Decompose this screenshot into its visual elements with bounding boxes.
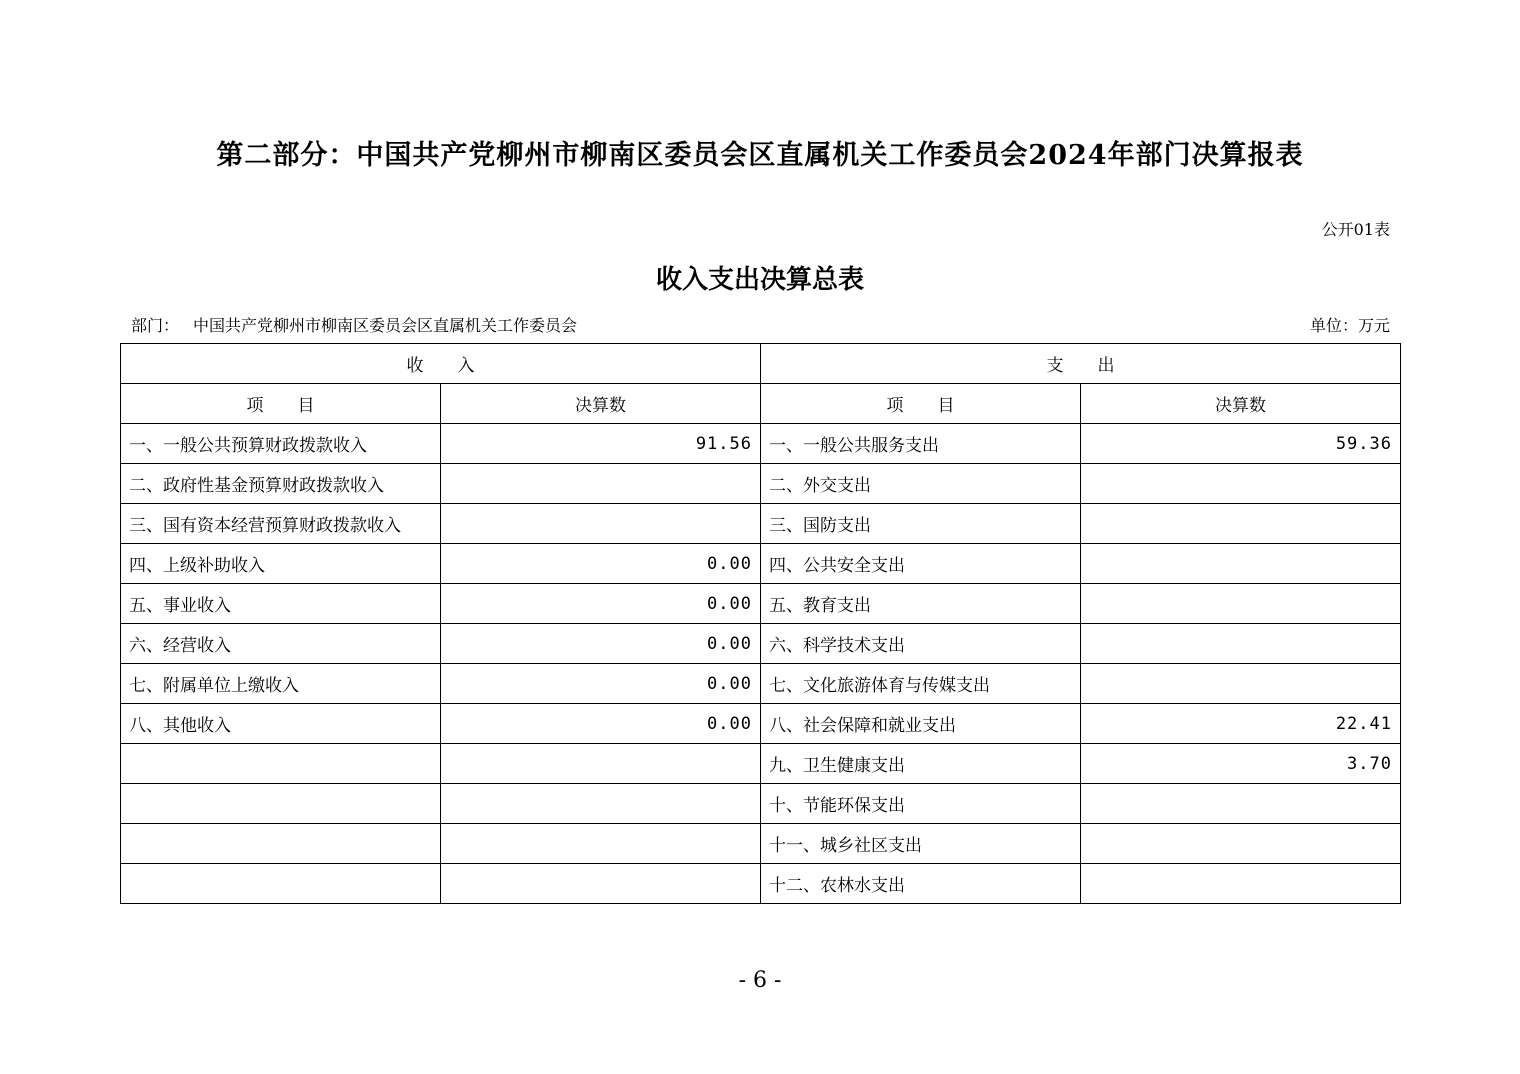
expense-amount-cell	[1081, 784, 1401, 824]
department-name: 中国共产党柳州市柳南区委员会区直属机关工作委员会	[193, 316, 578, 335]
income-amount-cell: 0.00	[441, 624, 761, 664]
expense-item-cell: 十一、城乡社区支出	[761, 824, 1081, 864]
table-row	[121, 744, 1401, 784]
expense-item-cell: 七、文化旅游体育与传媒支出	[761, 664, 1081, 704]
income-expense-table	[120, 343, 1401, 904]
header-row-sections	[121, 344, 1401, 384]
department-label: 部门：	[131, 316, 180, 335]
expense-item-cell: 十二、农林水支出	[761, 864, 1081, 904]
expense-item-cell: 六、科学技术支出	[761, 624, 1081, 664]
income-item-cell	[121, 824, 441, 864]
main-title: 第二部分：中国共产党柳州市柳南区委员会区直属机关工作委员会2024年部门决算报表	[216, 140, 1304, 171]
expense-amount-header: 决算数	[1081, 384, 1401, 424]
income-amount-cell	[441, 744, 761, 784]
unit-label: 单位：万元	[1309, 316, 1390, 335]
expense-item-cell: 九、卫生健康支出	[761, 744, 1081, 784]
expense-amount-cell: 22.41	[1081, 704, 1401, 744]
expense-item-cell: 八、社会保障和就业支出	[761, 704, 1081, 744]
table-row	[121, 824, 1401, 864]
table-row	[121, 704, 1401, 744]
income-amount-cell: 0.00	[441, 664, 761, 704]
income-item-cell: 四、上级补助收入	[121, 544, 441, 584]
income-item-cell: 七、附属单位上缴收入	[121, 664, 441, 704]
expense-amount-cell	[1081, 504, 1401, 544]
table-row	[121, 664, 1401, 704]
table-row	[121, 504, 1401, 544]
income-item-cell	[121, 744, 441, 784]
income-item-cell: 二、政府性基金预算财政拨款收入	[121, 464, 441, 504]
expense-amount-cell	[1081, 584, 1401, 624]
income-section-header: 收 入	[121, 344, 761, 384]
income-amount-cell	[441, 784, 761, 824]
expense-amount-cell	[1081, 544, 1401, 584]
table-title: 收入支出决算总表	[655, 265, 864, 295]
table-row	[121, 464, 1401, 504]
expense-amount-cell	[1081, 464, 1401, 504]
expense-item-cell: 一、一般公共服务支出	[761, 424, 1081, 464]
expense-item-cell: 二、外交支出	[761, 464, 1081, 504]
income-item-cell	[121, 864, 441, 904]
header-row-columns	[121, 384, 1401, 424]
expense-item-cell: 三、国防支出	[761, 504, 1081, 544]
form-code: 公开01表	[1321, 220, 1390, 239]
income-amount-cell	[441, 824, 761, 864]
income-item-cell: 八、其他收入	[121, 704, 441, 744]
page-number: - 6 -	[738, 968, 782, 993]
expense-item-cell: 四、公共安全支出	[761, 544, 1081, 584]
income-amount-cell: 91.56	[441, 424, 761, 464]
income-amount-header: 决算数	[441, 384, 761, 424]
income-item-cell: 五、事业收入	[121, 584, 441, 624]
department-line	[131, 313, 577, 336]
expense-amount-cell	[1081, 864, 1401, 904]
income-amount-cell: 0.00	[441, 704, 761, 744]
expense-item-header: 项 目	[761, 384, 1081, 424]
expense-amount-cell	[1081, 664, 1401, 704]
table-row	[121, 864, 1401, 904]
income-amount-cell	[441, 504, 761, 544]
expense-amount-cell: 59.36	[1081, 424, 1401, 464]
table-row	[121, 424, 1401, 464]
income-item-cell	[121, 784, 441, 824]
table-row	[121, 544, 1401, 584]
table-row	[121, 624, 1401, 664]
expense-amount-cell	[1081, 824, 1401, 864]
income-amount-cell	[441, 464, 761, 504]
income-amount-cell: 0.00	[441, 584, 761, 624]
expense-item-cell: 十、节能环保支出	[761, 784, 1081, 824]
income-item-cell: 六、经营收入	[121, 624, 441, 664]
expense-item-cell: 五、教育支出	[761, 584, 1081, 624]
table-row	[121, 584, 1401, 624]
income-amount-cell: 0.00	[441, 544, 761, 584]
income-item-cell: 一、一般公共预算财政拨款收入	[121, 424, 441, 464]
income-amount-cell	[441, 864, 761, 904]
expense-section-header: 支 出	[761, 344, 1401, 384]
table-row	[121, 784, 1401, 824]
expense-amount-cell	[1081, 624, 1401, 664]
income-item-cell: 三、国有资本经营预算财政拨款收入	[121, 504, 441, 544]
expense-amount-cell: 3.70	[1081, 744, 1401, 784]
income-item-header: 项 目	[121, 384, 441, 424]
